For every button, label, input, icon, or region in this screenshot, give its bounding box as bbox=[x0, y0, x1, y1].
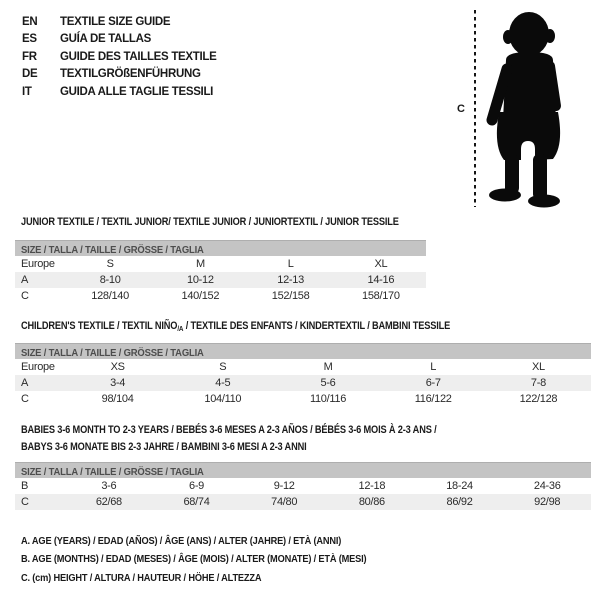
table-row-a bbox=[15, 375, 591, 391]
section-title-junior: JUNIOR TEXTILE / TEXTIL JUNIOR/ TEXTILE JUNIOR / JUNIORTEXTIL / JUNIOR TESSILE bbox=[21, 216, 399, 228]
size-cell: M bbox=[323, 361, 333, 373]
value-cell: 92/98 bbox=[534, 496, 561, 508]
value-cell: 74/80 bbox=[271, 496, 298, 508]
section-title-babies bbox=[21, 422, 436, 455]
size-cell: L bbox=[430, 361, 437, 373]
value-cell: 5-6 bbox=[320, 377, 336, 389]
value-cell: 152/158 bbox=[271, 290, 310, 302]
row-label: Europe bbox=[21, 361, 55, 373]
lang-code: FR bbox=[22, 50, 37, 63]
title-line-2: BABYS 3-6 MONATE BIS 2-3 JAHRE / BAMBINI 3-6 MESI A 2-3 ANNI bbox=[21, 440, 307, 453]
value-cell: 158/170 bbox=[362, 290, 400, 302]
value-cell: 24-36 bbox=[533, 480, 561, 492]
baby-silhouette bbox=[480, 8, 575, 210]
title-text: / TEXTILE DES ENFANTS / KINDERTEXTIL / BAMBINI TESSILE bbox=[183, 320, 451, 332]
lang-code: EN bbox=[22, 16, 38, 28]
size-header-bar bbox=[15, 240, 426, 256]
lang-row-fr bbox=[22, 49, 217, 66]
lang-code: ES bbox=[22, 33, 37, 46]
value-cell: 10-12 bbox=[187, 274, 214, 286]
row-label: B bbox=[21, 480, 29, 492]
size-header-label: SIZE / TALLA / TAILLE / GRÖSSE / TAGLIA bbox=[21, 347, 204, 359]
children-size-table bbox=[15, 343, 591, 407]
size-cell: M bbox=[195, 258, 205, 270]
value-cell: 8-10 bbox=[99, 274, 121, 286]
value-cell: 62/68 bbox=[95, 496, 122, 508]
lang-row-es bbox=[22, 31, 217, 48]
value-cell: 80/86 bbox=[358, 496, 385, 508]
value-cell: 3-4 bbox=[110, 377, 126, 389]
value-cell: 98/104 bbox=[101, 393, 134, 405]
section-title-children bbox=[21, 321, 450, 334]
value-cell: 6-9 bbox=[189, 480, 204, 492]
value-cell: 140/152 bbox=[181, 290, 220, 302]
table-row-europe bbox=[15, 256, 426, 272]
language-header bbox=[22, 14, 217, 101]
row-label: Europe bbox=[21, 258, 55, 270]
size-cell: L bbox=[287, 258, 294, 270]
size-cell: XL bbox=[531, 361, 545, 373]
lang-row-it bbox=[22, 84, 217, 101]
table-row-europe bbox=[15, 359, 591, 375]
size-cell: XL bbox=[374, 258, 388, 270]
value-cell: 12-18 bbox=[358, 480, 386, 492]
table-row-c bbox=[15, 494, 591, 510]
size-cell: XS bbox=[110, 361, 125, 373]
legend-line-c: C. (cm) HEIGHT / ALTURA / HAUTEUR / HÖHE / ALTEZZA bbox=[21, 571, 262, 584]
row-label: C bbox=[21, 393, 29, 405]
value-cell: 86/92 bbox=[446, 496, 473, 508]
value-cell: 68/74 bbox=[183, 496, 210, 508]
value-cell: 18-24 bbox=[446, 480, 473, 492]
junior-size-table bbox=[15, 240, 426, 304]
value-cell: 110/116 bbox=[309, 393, 347, 405]
value-cell: 3-6 bbox=[101, 480, 117, 492]
height-measure-dashed-line bbox=[474, 10, 476, 207]
row-label: A bbox=[21, 377, 29, 389]
lang-code: IT bbox=[22, 85, 32, 98]
size-header-bar bbox=[15, 343, 591, 359]
value-cell: 104/110 bbox=[204, 393, 242, 405]
value-cell: 12-13 bbox=[277, 274, 304, 286]
value-cell: 6-7 bbox=[425, 377, 441, 389]
row-label: C bbox=[21, 290, 29, 302]
lang-code: DE bbox=[22, 68, 38, 81]
value-cell: 128/140 bbox=[91, 290, 129, 302]
legend bbox=[21, 532, 366, 587]
lang-row-de bbox=[22, 66, 217, 83]
title-line-1: BABIES 3-6 MONTH TO 2-3 YEARS / BEBÉS 3-6 MESES A 2-3 AÑOS / BÉBÉS 3-6 MOIS À 2-3 ANS / bbox=[21, 424, 437, 436]
lang-label: GUIDE DES TAILLES TEXTILE bbox=[60, 50, 217, 63]
lang-label: GUÍA DE TALLAS bbox=[60, 33, 151, 46]
size-cell: S bbox=[106, 258, 114, 270]
value-cell: 9-12 bbox=[273, 480, 295, 492]
value-cell: 14-16 bbox=[367, 274, 395, 286]
lang-label: TEXTILE SIZE GUIDE bbox=[60, 16, 171, 28]
babies-size-table bbox=[15, 462, 591, 510]
title-text: CHILDREN'S TEXTILE / TEXTIL NIÑO bbox=[21, 320, 178, 332]
value-cell: 4-5 bbox=[215, 377, 231, 389]
lang-row-en bbox=[22, 14, 217, 31]
measure-label-c: C bbox=[457, 103, 465, 115]
size-header-bar bbox=[15, 462, 591, 478]
value-cell: 7-8 bbox=[530, 377, 546, 389]
lang-label: TEXTILGRÖßENFÜHRUNG bbox=[60, 68, 201, 81]
legend-line-b: B. AGE (MONTHS) / EDAD (MESES) / ÂGE (MOIS) / ALTER (MONATE) / ETÀ (MESI) bbox=[21, 553, 367, 566]
table-row-b bbox=[15, 478, 591, 494]
size-header-label: SIZE / TALLA / TAILLE / GRÖSSE / TAGLIA bbox=[21, 466, 204, 478]
row-label: A bbox=[21, 274, 29, 286]
value-cell: 122/128 bbox=[519, 393, 558, 405]
table-row-c bbox=[15, 288, 426, 304]
baby-silhouette-icon bbox=[480, 8, 575, 210]
size-header-label: SIZE / TALLA / TAILLE / GRÖSSE / TAGLIA bbox=[21, 244, 204, 256]
legend-line-a: A. AGE (YEARS) / EDAD (AÑOS) / ÂGE (ANS) / ALTER (JAHRE) / ETÀ (ANNI) bbox=[21, 535, 342, 547]
table-row-c bbox=[15, 391, 591, 407]
title-subscript: /A bbox=[177, 324, 184, 333]
lang-label: GUIDA ALLE TAGLIE TESSILI bbox=[60, 85, 214, 98]
value-cell: 116/122 bbox=[414, 393, 452, 405]
table-row-a bbox=[15, 272, 426, 288]
size-cell: S bbox=[219, 361, 227, 373]
row-label: C bbox=[21, 496, 29, 508]
